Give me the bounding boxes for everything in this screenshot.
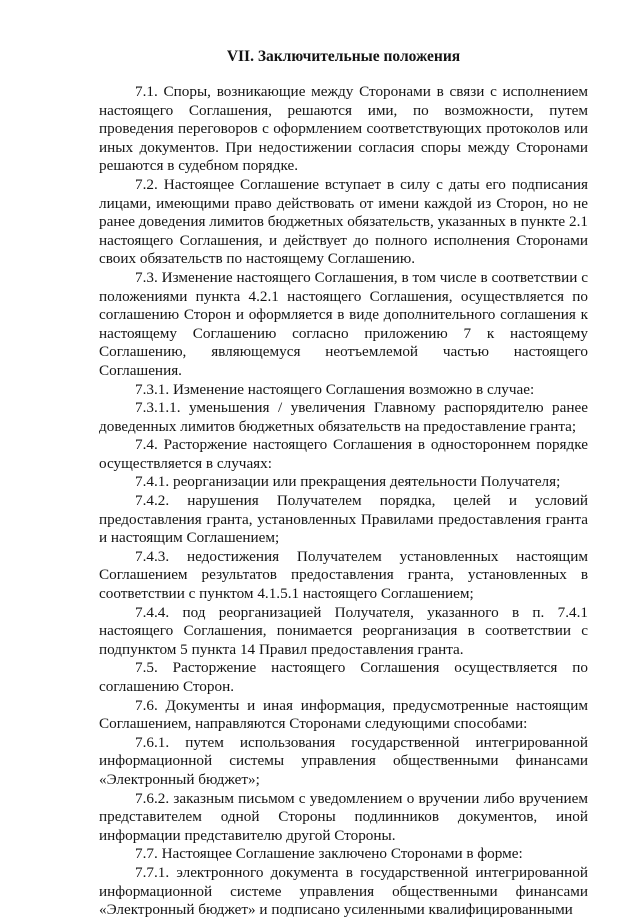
paragraph-7-3-1: 7.3.1. Изменение настоящего Соглашения возможно в случае:: [135, 380, 535, 398]
paragraph-7-1: 7.1. Споры, возникающие между Сторонами в связи с исполнением настоящего Соглашения, решаются ими, по возможности, путем проведения переговоров с оформлением соответствующих протоколов или иных документов. При недостижении согласия споры между Сторонами решаются в судебном порядке.: [99, 83, 588, 175]
paragraph-7-4-4: 7.4.4. под реорганизацией Получателя, указанного в п. 7.4.1 настоящего Соглашения, понимается реорганизация в соответствии с подпунктом 5 пункта 14 Правил предоставления гранта.: [99, 603, 588, 658]
paragraph-7-3: 7.3. Изменение настоящего Соглашения, в том числе в соответствии с положениями пункта 4.2.1 настоящего Соглашения, осуществляется по соглашению Сторон и оформляется в виде дополнительного соглашения к настоящему Соглашению согласно приложению 7 к настоящему Соглашению, являющемуся неотъемлемой частью настоящего Соглашения.: [99, 268, 588, 379]
paragraph-7-6-1: 7.6.1. путем использования государственной интегрированной информационной системы управления общественными финансами «Электронный бюджет»;: [99, 733, 588, 788]
paragraph-7-7-1: 7.7.1. электронного документа в государственной интегрированной информационной системе управления общественными финансами «Электронный бюджет» и подписано усиленными квалифицированными: [99, 863, 588, 919]
paragraph-7-4-2: 7.4.2. нарушения Получателем порядка, целей и условий предоставления гранта, установленных Правилами предоставления гранта и настоящим Соглашением;: [99, 492, 588, 547]
paragraph-7-6: 7.6. Документы и иная информация, предусмотренные настоящим Соглашением, направляются Сторонами следующими способами:: [99, 696, 588, 733]
paragraph-7-4-3: 7.4.3. недостижения Получателем установленных настоящим Соглашением результатов предоставления гранта, установленных в соответствии с пунктом 4.1.5.1 настоящего Соглашением;: [99, 547, 588, 603]
paragraph-7-4: 7.4. Расторжение настоящего Соглашения в одностороннем порядке осуществляется в случаях:: [99, 436, 588, 472]
paragraph-7-7: 7.7. Настоящее Соглашение заключено Сторонами в форме:: [135, 845, 523, 863]
paragraph-7-3-1-1: 7.3.1.1. уменьшения / увеличения Главному распорядителю ранее доведенных лимитов бюджетных обязательств на предоставление гранта;: [99, 399, 588, 435]
paragraph-7-2: 7.2. Настоящее Соглашение вступает в силу с даты его подписания лицами, имеющими право действовать от имени каждой из Сторон, но не ранее доведения лимитов бюджетных обязательств, указанных в пункте 2.1 настоящего Соглашения, и действует до полного исполнения Сторонами своих обязательств по настоящему Соглашению.: [99, 175, 588, 268]
paragraph-7-5: 7.5. Расторжение настоящего Соглашения осуществляется по соглашению Сторон.: [99, 659, 588, 695]
section-heading: VII. Заключительные положения: [226, 48, 461, 65]
paragraph-7-6-2: 7.6.2. заказным письмом с уведомлением о вручении либо вручением представителем одной Стороны подлинников документов, иной информации представителю другой Стороны.: [99, 789, 588, 844]
paragraph-7-4-1: 7.4.1. реорганизации или прекращения деятельности Получателя;: [135, 473, 561, 491]
